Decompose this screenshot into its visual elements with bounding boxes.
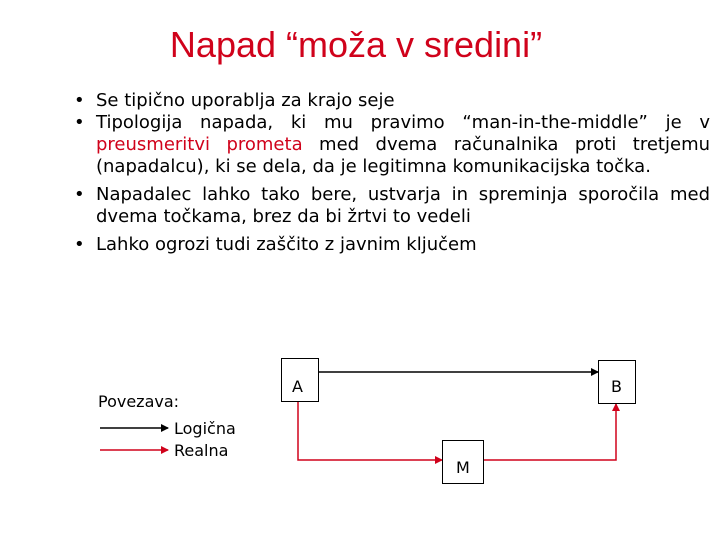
node-m	[442, 440, 484, 484]
node-a-label: A	[292, 377, 303, 396]
bullet-text: Lahko ogrozi tudi zaščito z javnim ključem	[96, 234, 477, 255]
bullet-text: Napadalec lahko tako bere, ustvarja in spreminja sporočila med dvema točkama, brez da bi žrtvi to vedeli	[96, 184, 710, 227]
real-connection-m-b	[484, 404, 616, 460]
node-m-label: M	[456, 458, 470, 477]
bullet-text-after: med dvema računalnika proti tretjemu (napadalcu), ki se dela, da je legitimna komunikacijska točka.	[96, 134, 711, 177]
slide-title-text: Napad “moža v sredini”	[169, 24, 543, 65]
node-a	[281, 358, 319, 402]
bullet-text: Se tipično uporablja za krajo seje	[96, 90, 395, 111]
bullet-highlight: preusmeritvi prometa	[96, 134, 303, 155]
node-b-label: B	[611, 377, 622, 396]
node-b	[598, 360, 636, 404]
legend-title: Povezava:	[98, 392, 180, 411]
real-connection-a-m	[298, 402, 442, 460]
legend-real-label: Realna	[174, 441, 229, 460]
bullet-text-before: Tipologija napada, ki mu pravimo “man-in-the-middle” je v	[96, 112, 710, 133]
legend-logical-label: Logična	[174, 419, 236, 438]
